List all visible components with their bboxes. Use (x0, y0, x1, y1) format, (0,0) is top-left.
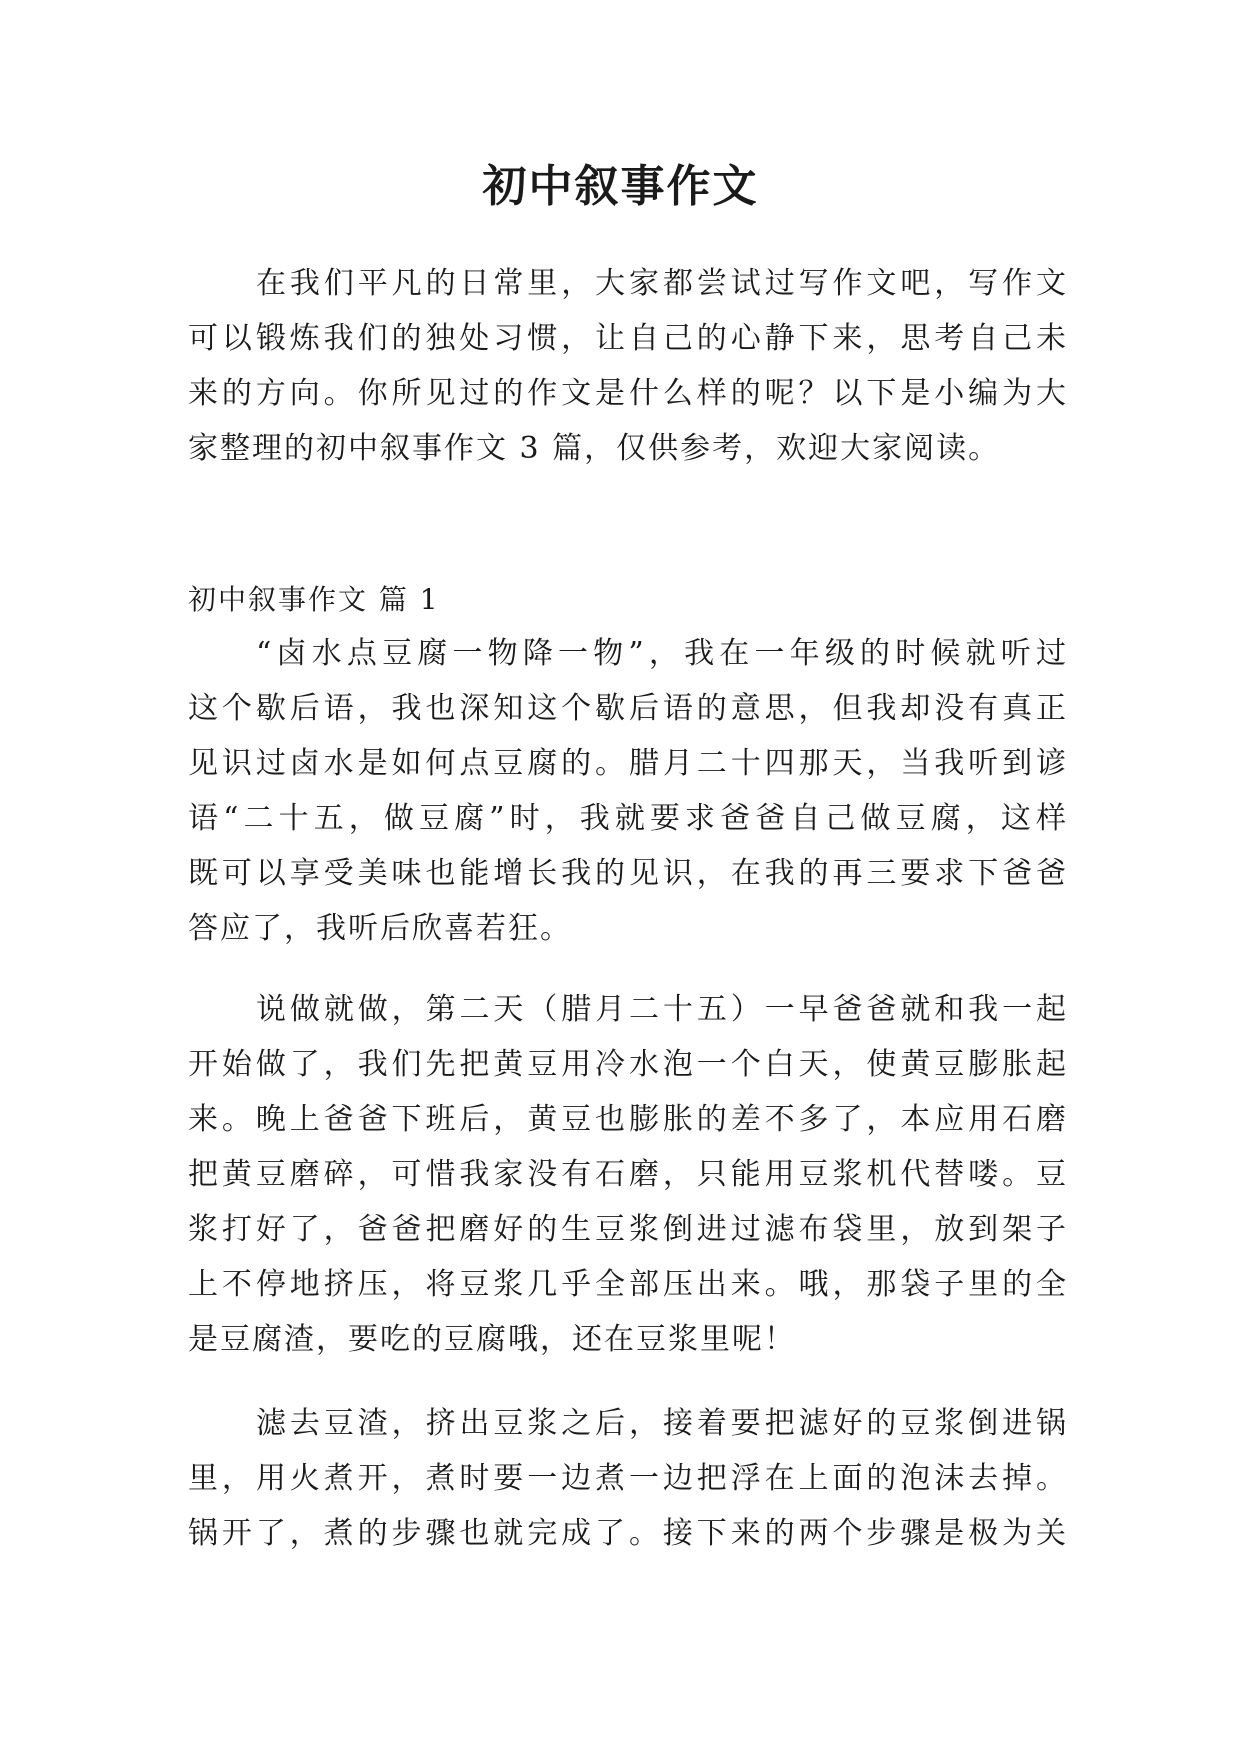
para1-line-2: 这个歇后语，我也深知这个歇后语的意思，但我却没有真正 (188, 691, 1068, 726)
intro-line-2: 可以锻炼我们的独处习惯，让自己的心静下来，思考自己未 (188, 321, 1068, 356)
para3-line-2: 里，用火煮开，煮时要一边煮一边把浮在上面的泡沫去掉。 (188, 1461, 1068, 1496)
para1-line-6: 答应了，我听后欣喜若狂。 (188, 911, 572, 946)
para2-line-2: 开始做了，我们先把黄豆用冷水泡一个白天，使黄豆膨胀起 (188, 1047, 1068, 1082)
section-heading: 初中叙事作文 篇 1 (188, 583, 440, 616)
para1-line-4: 语“二十五，做豆腐”时，我就要求爸爸自己做豆腐，这样 (188, 801, 1068, 836)
para2-line-3: 来。晚上爸爸下班后，黄豆也膨胀的差不多了，本应用石磨 (188, 1102, 1068, 1137)
intro-line-3: 来的方向。你所见过的作文是什么样的呢？以下是小编为大 (188, 376, 1068, 411)
intro-line-1: 在我们平凡的日常里，大家都尝试过写作文吧，写作文 (256, 266, 1068, 301)
para1-line-5: 既可以享受美味也能增长我的见识，在我的再三要求下爸爸 (188, 856, 1068, 891)
para2-line-7: 是豆腐渣，要吃的豆腐哦，还在豆浆里呢！ (188, 1322, 796, 1357)
para3-line-1: 滤去豆渣，挤出豆浆之后，接着要把滤好的豆浆倒进锅 (256, 1406, 1068, 1441)
para1-line-3: 见识过卤水是如何点豆腐的。腊月二十四那天，当我听到谚 (188, 746, 1068, 781)
para2-line-1: 说做就做，第二天（腊月二十五）一早爸爸就和我一起 (256, 992, 1068, 1027)
para2-line-5: 浆打好了，爸爸把磨好的生豆浆倒进过滤布袋里，放到架子 (188, 1212, 1068, 1247)
para2-line-6: 上不停地挤压，将豆浆几乎全部压出来。哦，那袋子里的全 (188, 1267, 1068, 1302)
document-title: 初中叙事作文 (482, 161, 759, 212)
para1-line-1: “卤水点豆腐一物降一物”，我在一年级的时候就听过 (256, 636, 1068, 671)
para2-line-4: 把黄豆磨碎，可惜我家没有石磨，只能用豆浆机代替喽。豆 (188, 1157, 1068, 1192)
intro-line-4: 家整理的初中叙事作文 3 篇，仅供参考，欢迎大家阅读。 (188, 431, 1001, 466)
para3-line-3: 锅开了，煮的步骤也就完成了。接下来的两个步骤是极为关 (188, 1516, 1068, 1551)
